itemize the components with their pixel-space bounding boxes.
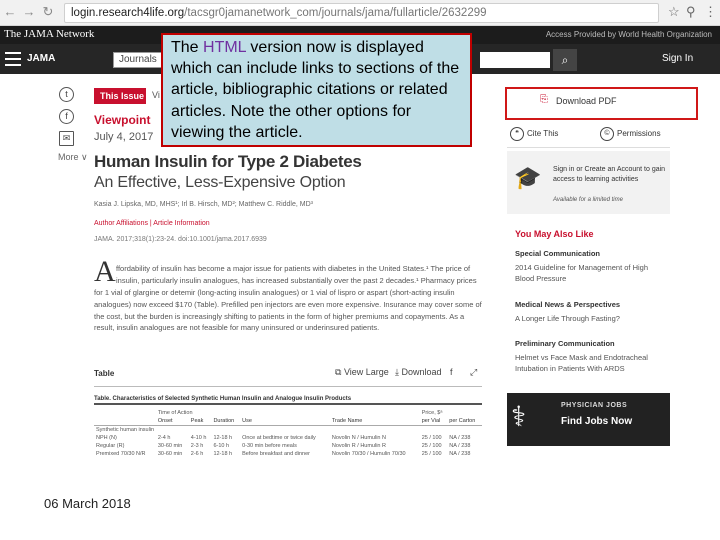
table-cell: Regular (R) — [96, 443, 125, 449]
learning-signin-link[interactable]: Sign in or Create an Account to gain access to learning activities — [553, 166, 666, 183]
table-cell: Once at bedtime or twice daily — [242, 435, 316, 441]
url-host: login.research4life.org — [71, 7, 185, 19]
related-article-link[interactable]: 2014 Guideline for Management of High Blood Pressure — [515, 263, 649, 283]
table-cell: NA / 238 — [449, 443, 471, 449]
table-cell: Before breakfast and dinner — [242, 451, 310, 457]
table-group: Synthetic human insulin — [96, 427, 155, 433]
search-input[interactable] — [480, 52, 550, 68]
callout-highlight: HTML — [203, 39, 246, 56]
table-share-icon[interactable]: f — [450, 367, 453, 377]
table-divider — [94, 386, 482, 387]
col-header: Peak — [189, 417, 212, 426]
time-of-action-header: Time of Action — [157, 410, 193, 416]
table-cell: 0-30 min before meals — [242, 443, 297, 449]
table-cell: 12-18 h — [213, 435, 233, 441]
author-affiliations-link[interactable]: Author Affiliations | Article Information — [94, 220, 210, 227]
table-cell: 2-6 h — [190, 451, 204, 457]
table-cell: Novolin N / Humulin N — [331, 435, 386, 441]
article-body-lead: ffordability of insulin has become a major issue for patients with diabetes in the United States.¹ The price of insulin, particularly insulin analogues, has increased substantially over the past 2 decades.¹ Pharmacy prices — [116, 264, 477, 285]
table-cell: 2-4 h — [157, 435, 171, 441]
annotation-callout — [161, 33, 472, 147]
callout-text: version now is displayed which can include links to sections of the article, bibliographic citations or related articles. Note the other options for viewing the article. — [171, 39, 460, 141]
search-icon[interactable]: ⌕ — [553, 49, 577, 71]
table-cell: Premixed 70/30 N/R — [96, 451, 146, 457]
table-row — [94, 442, 482, 450]
this-issue-badge[interactable]: This Issue — [94, 88, 146, 104]
table-cell: NPH (N) — [96, 435, 117, 441]
article-title: Human Insulin for Type 2 Diabetes — [94, 152, 362, 171]
table-cell: 2-3 h — [190, 443, 204, 449]
access-notice: Access Provided by World Health Organization — [545, 30, 712, 39]
extension-icon[interactable]: ⚲ — [686, 4, 696, 19]
table-header-row — [94, 417, 482, 426]
view-large-link[interactable]: ⧉ View Large — [335, 367, 389, 377]
learning-availability: Available for a limited time — [553, 197, 623, 203]
table-cell: 30-60 min — [157, 451, 183, 457]
table-caption: Table. Characteristics of Selected Synthetic Human Insulin and Analogue Insulin Products — [94, 396, 482, 405]
insulin-table — [94, 409, 482, 458]
related-heading: Preliminary Communication — [515, 339, 615, 348]
twitter-icon[interactable]: t — [59, 87, 74, 102]
col-header: per Carton — [447, 417, 482, 426]
callout-prefix: The — [171, 39, 204, 56]
col-header — [94, 417, 156, 426]
col-header: Use — [240, 417, 330, 426]
back-arrow-icon[interactable]: ← — [3, 4, 17, 19]
address-bar[interactable] — [64, 3, 659, 23]
table-row — [94, 434, 482, 442]
browser-toolbar — [0, 0, 720, 26]
pdf-icon: ⎘ — [540, 94, 548, 105]
table-download-link[interactable]: ⤓ Download — [395, 367, 442, 377]
col-header: Duration — [211, 417, 240, 426]
table-expand-icon[interactable]: ⤢ — [470, 367, 478, 377]
quote-icon: ❝ — [510, 127, 524, 141]
stethoscope-icon: ⚕ — [511, 401, 527, 432]
table-cell: 12-18 h — [213, 451, 233, 457]
table-cell: 4-10 h — [190, 435, 207, 441]
drop-cap: A — [94, 255, 116, 288]
table-cell: 25 / 100 — [421, 451, 442, 457]
article-citation: JAMA. 2017;318(1):23-24. doi:10.1001/jama.2017.6939 — [94, 236, 267, 243]
journals-dropdown[interactable]: Journals — [113, 52, 203, 68]
col-header: Trade Name — [330, 417, 420, 426]
table-row — [94, 450, 482, 458]
view-large-label: View Large — [343, 367, 389, 377]
related-heading: Medical News & Perspectives — [515, 300, 621, 309]
forward-arrow-icon[interactable]: → — [22, 4, 36, 19]
menu-icon[interactable]: ⋮ — [704, 4, 717, 19]
star-icon[interactable]: ☆ — [668, 4, 680, 19]
table-cell: NA / 238 — [449, 451, 471, 457]
article-date: July 4, 2017 — [94, 131, 154, 143]
article-subtitle: An Effective, Less-Expensive Option — [94, 174, 346, 191]
more-share-link[interactable]: More ∨ — [58, 152, 88, 162]
article-section: Viewpoint — [94, 113, 151, 127]
related-article-link[interactable]: Helmet vs Face Mask and Endotracheal Intubation in Patients With ARDS — [515, 353, 648, 373]
table-cell: 30-60 min — [157, 443, 183, 449]
table-cell: 25 / 100 — [421, 443, 442, 449]
url-path: /tacsgr0jamanetwork_com/journals/jama/fullarticle/2632299 — [184, 7, 487, 19]
facebook-icon[interactable]: f — [59, 109, 74, 124]
secondary-tab[interactable]: Vi — [152, 90, 160, 100]
copyright-icon: © — [600, 127, 614, 141]
reload-icon[interactable]: ↻ — [42, 4, 54, 19]
graduation-cap-icon: 🎓 — [514, 165, 542, 190]
email-icon[interactable]: ✉ — [59, 131, 74, 146]
related-heading: Special Communication — [515, 249, 601, 258]
table-heading: Table — [94, 369, 115, 378]
table-cell: Novolin R / Humulin R — [331, 443, 386, 449]
more-share-label: More — [58, 152, 79, 162]
permissions-button[interactable]: Permissions — [617, 129, 661, 138]
slide-date: 06 March 2018 — [44, 496, 131, 511]
download-pdf-button[interactable]: Download PDF — [556, 96, 617, 106]
table-cell: Novolin 70/30 / Humulin 70/30 — [331, 451, 406, 457]
jama-logo[interactable]: JAMA — [27, 53, 56, 64]
physician-jobs-heading: PHYSICIAN JOBS — [561, 402, 628, 409]
table-cell: NA / 238 — [449, 435, 471, 441]
related-article-link[interactable]: A Longer Life Through Fasting? — [515, 314, 620, 323]
article-authors: Kasia J. Lipska, MD, MHS¹; Irl B. Hirsch, MD²; Matthew C. Riddle, MD³ — [94, 201, 313, 208]
table-download-label: Download — [401, 367, 442, 377]
col-header: Onset — [156, 417, 189, 426]
article-body: for 1 vial of glargine or detemir (long-acting insulin analogues) or 1 vial of lispro or aspart (short-acting insulin analogues) now exceed $170 (Table). Prefilled pen injectors are even more expensive. Insurance may cover some of the cost, but the burden is increasingly shifting to patients in the form of higher premiums and copayments. As a result, insulin analogues are not feasible for many uninsured or underinsured patients. — [94, 288, 482, 333]
price-header: Price, $ᵃ — [421, 410, 443, 416]
cite-this-button[interactable]: Cite This — [527, 129, 559, 138]
find-jobs-link[interactable]: Find Jobs Now — [561, 416, 633, 427]
jama-network-logo[interactable]: The JAMA Network — [4, 28, 95, 40]
sign-in-link[interactable]: Sign In — [662, 53, 694, 64]
you-may-also-like-heading: You May Also Like — [515, 229, 594, 239]
col-header: per Vial — [420, 417, 448, 426]
table-cell: 6-10 h — [213, 443, 230, 449]
table-cell: 25 / 100 — [421, 435, 442, 441]
hamburger-menu-icon[interactable] — [5, 52, 21, 66]
